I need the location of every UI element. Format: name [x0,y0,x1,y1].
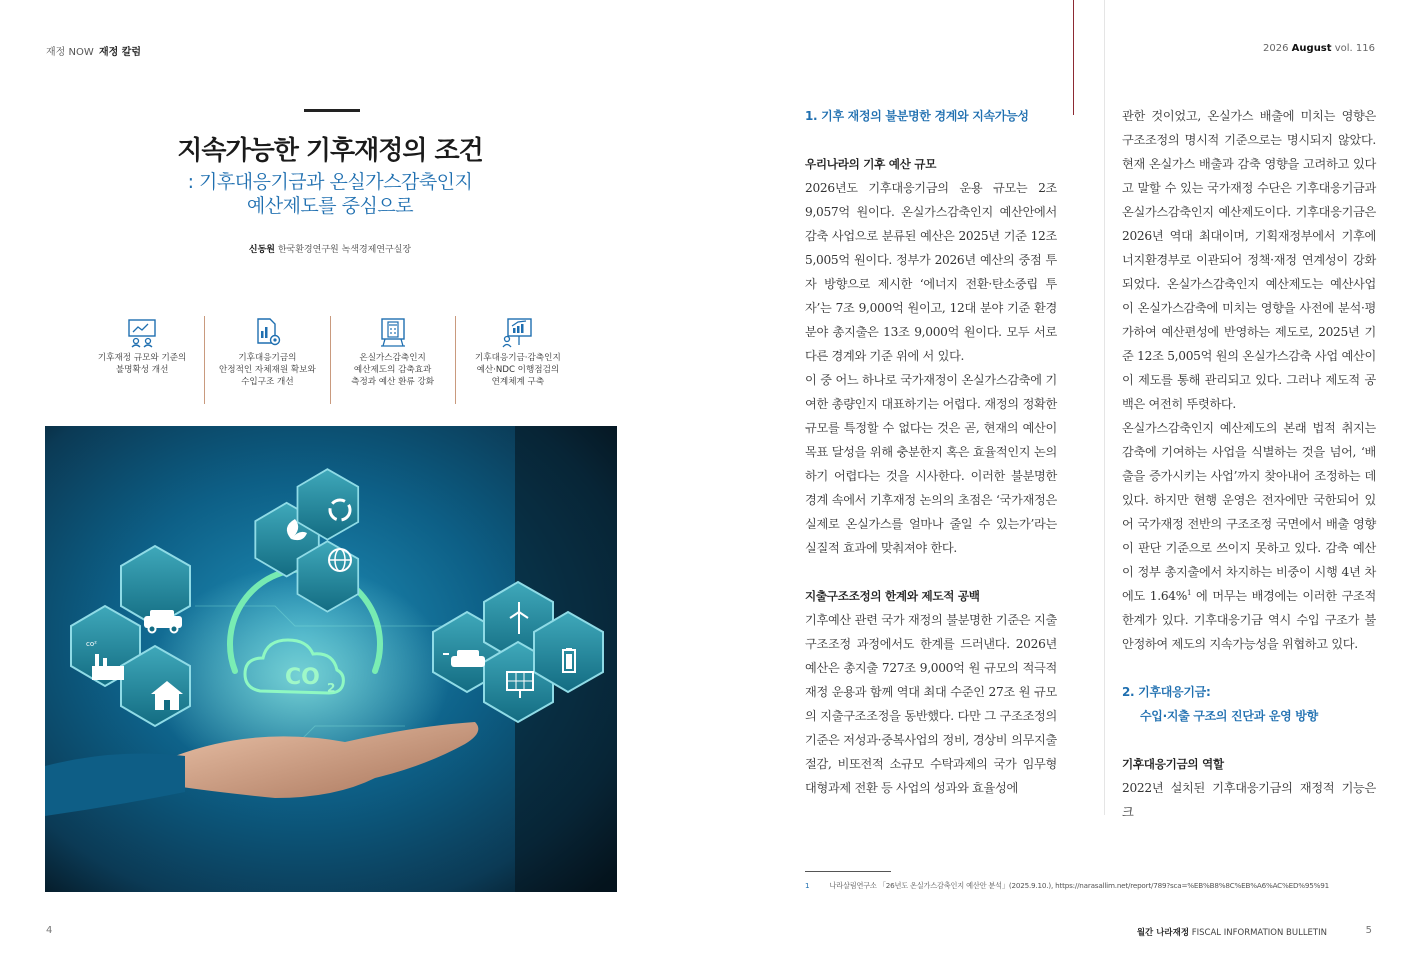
key-point [331,316,456,404]
section-heading-2-line-2: 수입·지출 구조의 진단과 운영 방향 [1140,709,1318,723]
author-affiliation: 한국환경연구원 녹색경제연구실장 [277,245,412,255]
page-number-left: 4 [46,925,53,936]
document-chart-gear-icon [251,316,283,348]
co2-subscript: 2 [327,681,336,695]
paragraph: 관한 것이었고, 온실가스 배출에 미치는 영향은 구조조정의 명시적 기준으로는 명시되지 않았다. 현재 온실가스 배출과 감축 영향을 고려하고 있다고 말할 수 있는 국가재정 수단은 기후대응기금과 온실가스감축인지 예산제도이다. 기후대응기금은 2026년 역대 최대이며, 기획재정부에서 기후에너지환경부로 이관되어 정책·재정 연계성이 강화되었다. 온실가스감축인지 예산제도는 예산사업이 온실가스감축에 미치는 영향을 사전에 분석·평가하여 예산편성에 반영하는 제도로, 2025년 기준 12조 5,005억 원의 온실가스감축 사업 예산이 이 제도를 통해 관리되고 있다. 그러나 제도적 공백은 여전히 뚜렷하다. [1122,109,1376,411]
co2-small-label: co² [86,640,97,648]
section-heading-1: 1. 기후 재정의 불분명한 경계와 지속가능성 [805,109,1029,123]
footnote-number: 1 [805,881,810,890]
title-rule [304,109,360,112]
paragraph: 2022년 설치된 기후대응기금의 재정적 기능은 크 [1122,781,1376,819]
key-point-line: 불명확성 개선 [115,365,169,375]
key-point-line: 기후대응기금의 [238,353,297,363]
body-column-2 [1122,104,1376,824]
subheading-budget-scale: 우리나라의 기후 예산 규모 [805,157,937,171]
subtitle-line-2: 예산제도를 중심으로 [246,195,414,217]
header-year: 2026 [1263,43,1289,54]
footnote-text: 나라살림연구소 「26년도 온실가스감축인지 예산안 분석」(2025.9.10.), https://narasallim.net/report/789?sca=%EB%B8%8C%EB%A6%AC%ED%95%91 [829,881,1330,890]
column-divider [1104,0,1105,815]
key-point-line: 기후재정 규모와 기준의 [97,353,187,363]
key-point-line: 안정적인 자체재원 확보와 [218,365,316,375]
article-title: 지속가능한 기후재정의 조건 [177,136,483,166]
paragraph: 기후예산 관련 국가 재정의 불분명한 기준은 지출구조조정 과정에서도 한계를 드러낸다. 2026년 예산은 총지출 727조 9,000억 원 규모의 적극적 재정 운용과 함께 역대 최대 수준인 27조 원 규모의 지출구조조정을 동반했다. 다만 그 구조조정의 기준은 저성과·중복사업의 정비, 경상비 의무지출 절감, 비또전적 소규모 수탁과제의 국가 임무형 대형과제 전환 등 사업의 성과와 효율성에 [805,613,1057,795]
paragraph-text: 온실가스감축인지 예산제도의 본래 법적 취지는 감축에 기여하는 사업을 식별하는 것을 넘어, ‘배출을 증가시키는 사업’까지 찾아내어 조정하는 데 있다. 하지만 현행 운영은 전자에만 국한되어 있어 국가재정 전반의 구조조정 국면에서 배출 영향이 판단 기준으로 쓰이지 못하고 있다. 감축 예산이 정부 총지출에서 차지하는 비중이 시행 4년 차에도 1.64% [1122,421,1376,603]
key-point-line: 온실가스감축인지 [359,353,426,363]
key-point-line: 수입구조 개선 [241,377,294,387]
key-point-line: 예산·NDC 이행점검의 [476,365,560,375]
key-point-line: 연계체계 구축 [491,377,545,387]
paragraph [1122,416,1376,656]
body-column-1 [805,104,1057,800]
presentation-board-icon [126,316,158,348]
author-name: 신동원 [248,245,275,255]
paragraph: 2026년도 기후대응기금의 운용 규모는 2조 9,057억 원이다. 온실가스감축인지 예산안에서 감축 사업으로 분류된 예산은 2025년 기준 12조 5,005억 원이다. 정부가 2026년 예산의 중점 투자 방향으로 제시한 ‘에너지 전환·탄소중립 투자’는 7조 9,000억 원이고, 12대 분야 기준 환경 분야 총지출은 13조 9,000억 원이다. 모두 서로 다른 경계와 기준 위에 서 있다. [805,181,1057,363]
key-point-line: 예산제도의 감축효과 [353,365,432,375]
section-heading-2-line-1: 2. 기후대응기금: [1122,685,1211,699]
spine-line [1073,0,1074,115]
header-section: 재정 NOW [46,47,94,58]
footnote [805,881,1375,891]
footnote-rule [805,871,891,872]
paragraph: 이 중 어느 하나로 국가재정이 온실가스감축에 기여한 총량인지 대표하기는 어렵다. 재정의 정확한 규모를 특정할 수 없다는 것은 곧, 현재의 예산이 목표 달성을 위해 충분한지 혹은 효율적인지 논의하기 어렵다는 것을 시사한다. 이러한 불분명한 경계 속에서 기후재정 논의의 초점은 ‘국가재정은 실제로 온실가스를 얼마나 줄일 수 있는가’라는 실질적 효과에 맞춰져야 한다. [805,373,1057,555]
key-point-line: 기후대응기금·감축인지 [475,353,561,363]
key-points [80,316,580,404]
paragraph-text: 에 머무는 배경에는 이러한 구조적 한계가 있다. 기후대응기금 역시 수입 구조가 불안정하여 제도의 지속가능성을 위협하고 있다. [1122,589,1376,651]
running-header-left [46,43,141,58]
running-header-right [1263,43,1375,54]
hero-image [45,426,617,892]
subtitle-line-1: : 기후대응기금과 온실가스감축인지 [187,171,473,193]
co2-label: CO [285,665,320,690]
header-category: 재정 칼럼 [98,47,142,58]
key-point [456,316,580,404]
article-subtitle [80,170,580,218]
key-point [205,316,330,404]
growth-chart-presenter-icon [502,316,534,348]
key-point-line: 측정과 예산 환류 강화 [351,377,435,387]
header-volume: vol. 116 [1334,43,1375,54]
subheading-fund-role: 기후대응기금의 역할 [1122,757,1224,771]
publication-name-en: FISCAL INFORMATION BULLETIN [1191,928,1327,938]
section-heading-2 [1122,680,1376,728]
subheading-restructuring-limits: 지출구조조정의 한계와 제도적 공백 [805,589,980,603]
page-number-right: 5 [1365,925,1372,936]
key-point [80,316,205,404]
calculator-board-icon [377,316,409,348]
publication-name-ko: 월간 나라재정 [1136,928,1190,938]
author-byline [80,242,580,255]
publication-name [1137,926,1327,938]
footnote-ref: 1 [1187,588,1192,597]
header-month: August [1291,43,1332,54]
